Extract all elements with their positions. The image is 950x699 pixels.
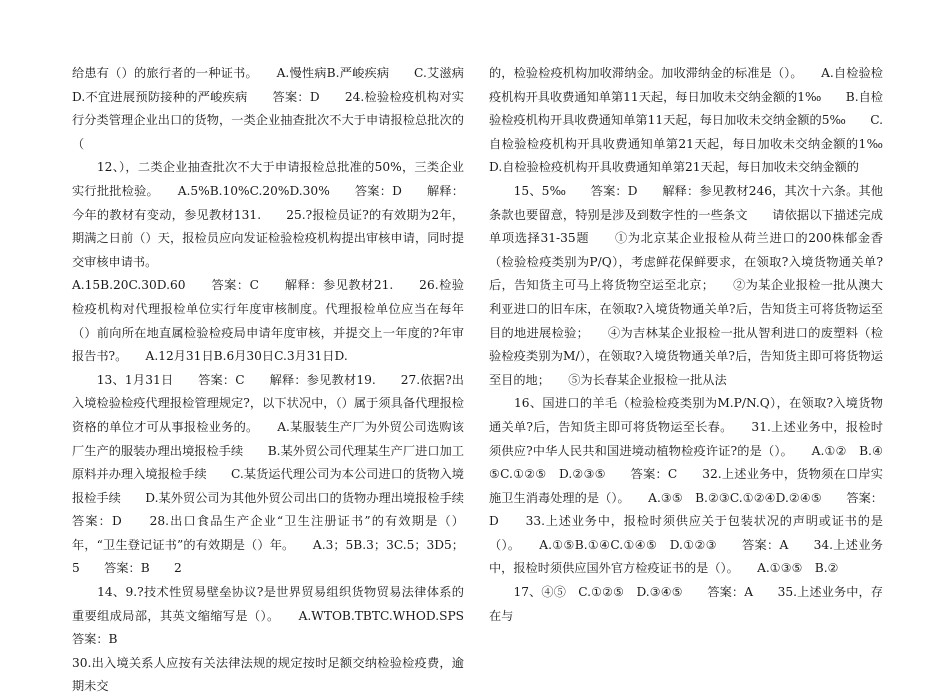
paragraph: A.15B.20C.30D.60 答案：C 解释：参见教材21. 26.检验检疫机构对代理报检单位实行年度审核制度。代理报检单位应当在每年（）前向所在地直属检验检疫局申请年度审核，并提交上一年度的?年审报告书?。 A.12月31日B.6月30日C.3月31日D. xyxy=(72,278,464,364)
paragraph: 给患有（）的旅行者的一种证书。 A.慢性病B.严峻疾病 C.艾滋病D.不宜进展预防接种的严峻疾病 答案：D 24.检验检疫机构对实行分类管理企业出口的货物，一类企业抽查批次不大于申请报检总批次的（ xyxy=(72,66,464,151)
paragraph: 13、1月31日 答案：C 解释：参见教材19. 27.依据?出入境检验检疫代理报检管理规定?，以下状况中，（）属于须具备代理报检资格的单位才可从事报检业务的。 A.某服装生产厂为外贸公司选购该厂生产的服装办理出境报检手续 B.某外贸公司代理某生产厂进口加工原料并办理入境报检手续 C.某货运代理公司为本公司进口的货物入境报检手续 D.某外贸公司为其他外贸公司出口的货物办理出境报检手续 答案：D 28.出口食品生产企业“卫生注册证书”的有效期是（）年，“卫生登记证书”的有效期是（）年。 A.3；5B.3；3C.5；3D5；5 答案：B 2 xyxy=(72,372,489,576)
paragraph: 的，检验检疫机构加收滞纳金。加收滞纳金的标准是（）。 A.自检验检疫机构开具收费通知单第11天起，每日加收未交纳金额的1‰ B.自检验检疫机构开具收费通知单第11天起，每日加收未交纳金额的5‰ C.自检验检疫机构开具收费通知单第21天起，每日加收未交纳金额的1‰ D.自检验检疫机构开具收费通知单第21天起，每日加收未交纳金额的 xyxy=(489,66,908,175)
paragraph: 17、④⑤ C.①②⑤ D.③④⑤ 答案：A 35.上述业务中，存在与 xyxy=(489,585,883,623)
paragraph: 16、国进口的羊毛（检验检疫类别为M.P/N.Q），在领取?入境货物通关单?后，告知货主即可将货物运至长春。 31.上述业务中，报检时须供应?中华人民共和国进境动植物检疫许证?的是（）。 A.①② B.④⑤C.①②⑤ D.②③⑤ 答案：C 32.上述业务中，货物须在口岸实施卫生消毒处理的是（）。 A.③⑤ B.②③C.①②④D.②④⑤ 答案：D 33.上述业务中，报检时须供应关于包装状况的声明或证书的是（）。 A.①⑤B.①④C.①④⑤ D.①②③ 答案：A 34.上述业务中，报检时须供应国外官方检疫证书的是（）。 A.①③⑤ B.② xyxy=(489,396,883,576)
paragraph: 12、），二类企业抽查批次不大于申请报检总批准的50%，三类企业实行批批检验。 A.5%B.10%C.20%D.30% 答案：D 解释：今年的教材有变动，参见教材131. 25.?报检员证?的有效期为2年，期满之日前（）天，报检员应向发证检验检疫机构提出审核申请，同时提交审核申请书。 xyxy=(72,160,464,269)
paragraph: 15、5‰ 答案：D 解释：参见教材246，其次十六条。其他条款也要留意，特别是涉及到数字性的一些条文 请依据以下描述完成单项选择31-35题 ①为北京某企业报检从荷兰进口的200株郁金香（检验检疫类别为P/Q），考虑鲜花保鲜要求，在领取?入境货物通关单?后，告知货主可马上将货物空运至北京； ②为某企业报检一批从澳大利亚进口的旧车床，在领取?入境货物通关单?后，告知货主可将货物运至目的地进展检验； ④为吉林某企业报检一批从智利进口的废塑料（检验检疫类别为M/），在领取?入境货物通关单?后，告知货主即可将货物运至目的地； ⑤为长春某企业报检一批从法 xyxy=(489,183,883,387)
left-column xyxy=(72,62,489,699)
paragraph: 30.出入境关系人应按有关法律法规的规定按时足额交纳检验检疫费，逾期未交 xyxy=(72,655,464,694)
paragraph: 14、9.?技术性贸易壁垒协议?是世界贸易组织货物贸易法律体系的重要组成局部，其英文缩缩写是（）。 A.WTOB.TBTC.WHOD.SPS 答案：B xyxy=(72,585,489,647)
right-column xyxy=(489,62,908,628)
